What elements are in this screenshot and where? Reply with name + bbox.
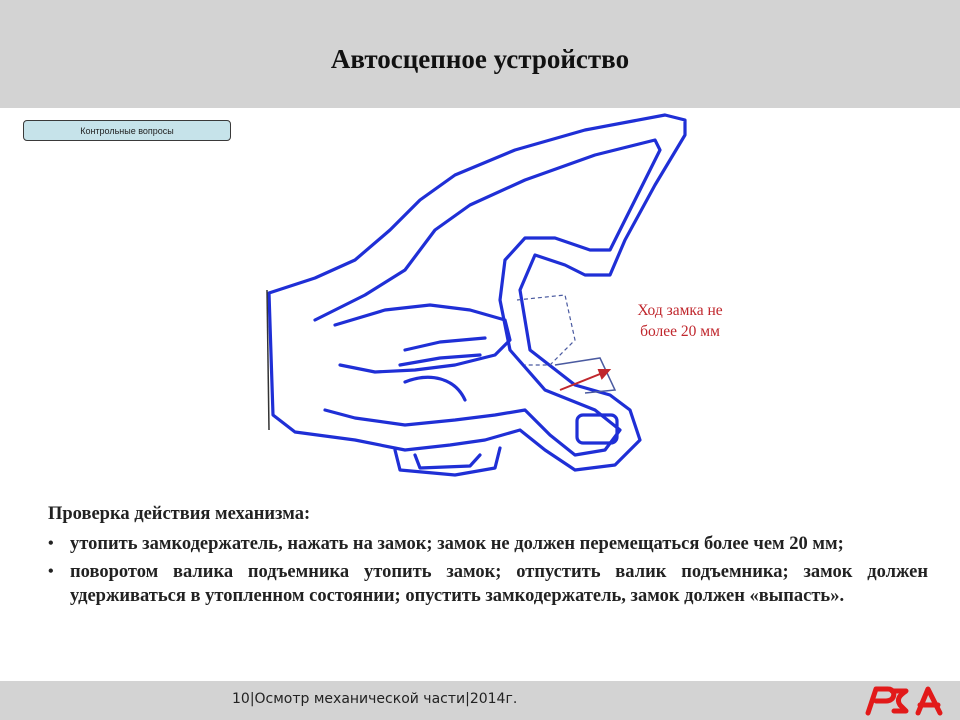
bottom-foot xyxy=(395,448,500,475)
control-questions-button[interactable]: Контрольные вопросы xyxy=(23,120,231,141)
arm-inner-loop xyxy=(315,140,660,455)
instructions-heading: Проверка действия механизма: xyxy=(48,504,311,524)
travel-annotation xyxy=(600,300,760,342)
footer-text: 10|Осмотр механической части|2014г. xyxy=(232,691,518,707)
header-bar xyxy=(0,0,960,108)
inner-slot-2 xyxy=(400,355,480,365)
inner-slot xyxy=(405,338,485,350)
annotation-line-2: более 20 мм xyxy=(640,323,720,340)
check-instructions xyxy=(48,502,928,612)
lock-pocket xyxy=(577,415,617,443)
curved-rib xyxy=(405,377,465,400)
instruction-bullet: • поворотом валика подъемника утопить замок; отпустить валик подъемника; замок должен удерживаться в утопленном состоянии; опустить замкодержатель, замок должен «выпасть». xyxy=(48,560,928,608)
instruction-bullet: • утопить замкодержатель, нажать на замок; замок не должен перемещаться более чем 20 мм; xyxy=(48,532,928,556)
rzd-logo-icon xyxy=(862,683,948,717)
page-title: Автосцепное устройство xyxy=(330,44,630,74)
annotation-line-1: Ход замка не xyxy=(637,302,723,319)
bottom-foot-inner xyxy=(415,455,480,468)
footer-bar xyxy=(0,681,960,720)
